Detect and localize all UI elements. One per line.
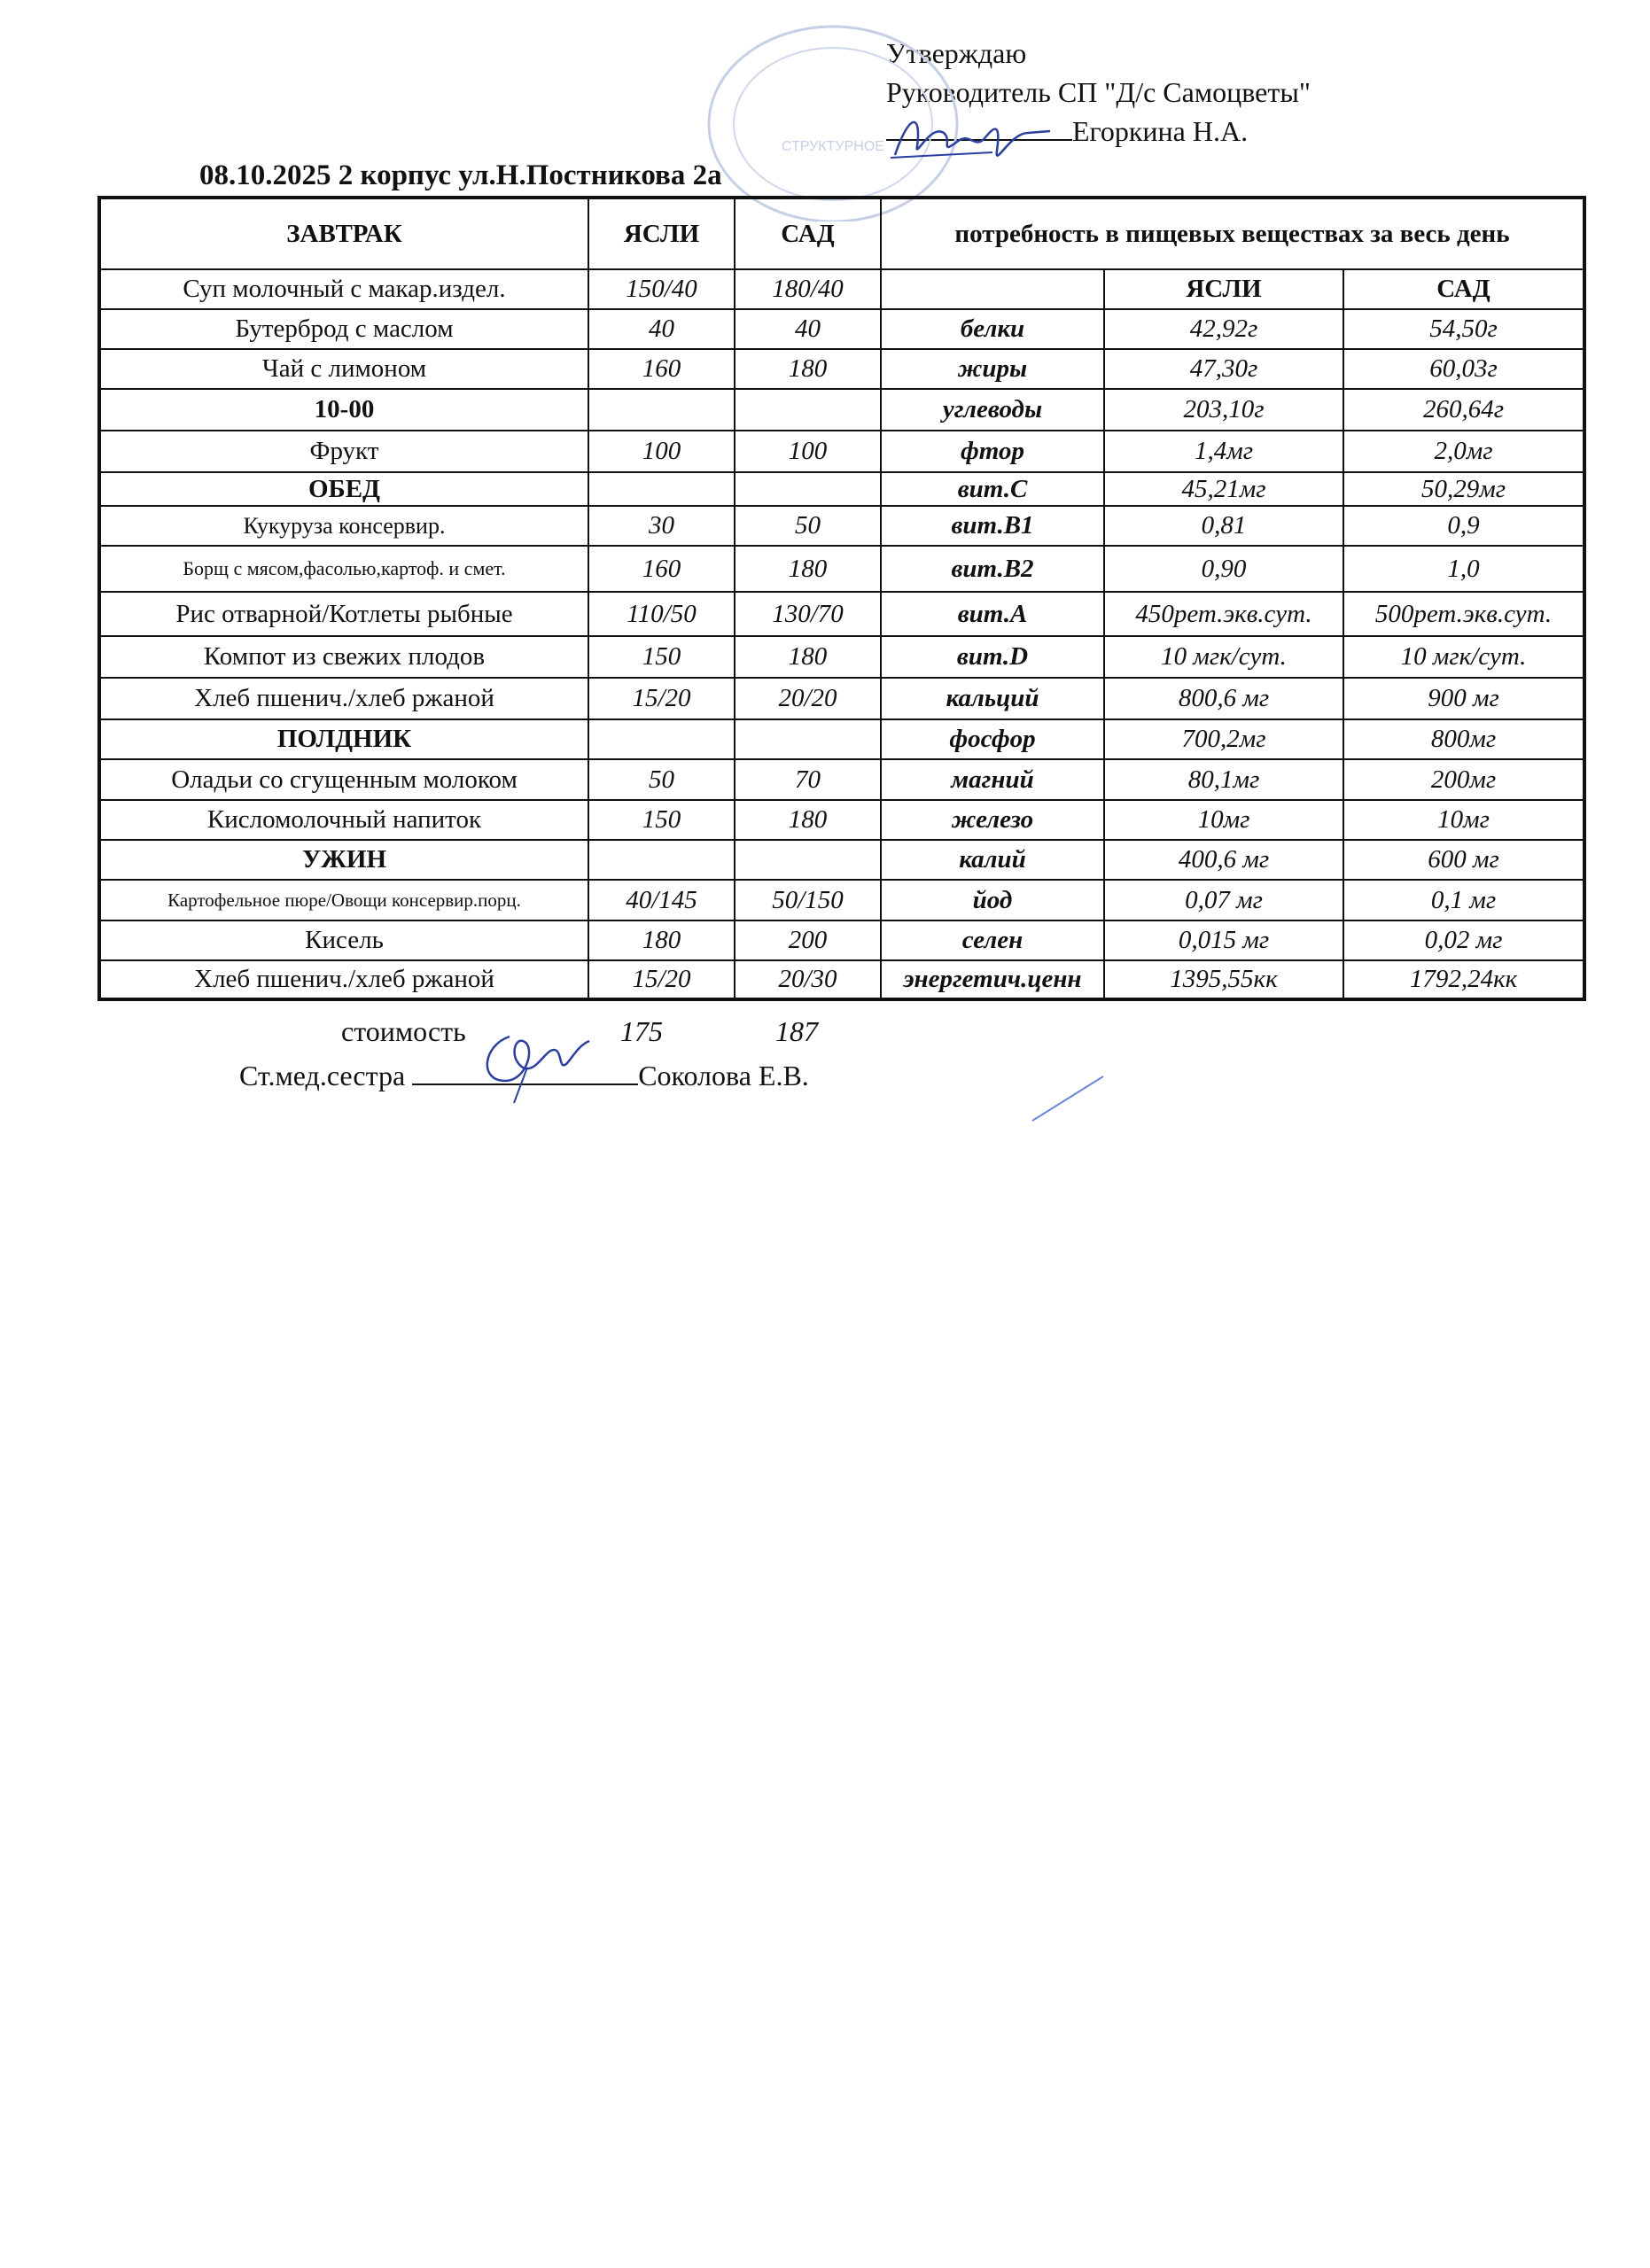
table-row (99, 506, 1584, 546)
nutrient-cell: вит.А (881, 592, 1104, 636)
header-needs: потребность в пищевых веществах за весь день (881, 198, 1584, 269)
needs-sad-value: 500рет.экв.сут. (1343, 592, 1584, 636)
director-signature (886, 106, 1055, 177)
nurse-signature (474, 1019, 607, 1107)
table-row (99, 840, 1584, 880)
dish-cell: Фрукт (99, 431, 588, 472)
needs-sad-value: 54,50г (1343, 309, 1584, 349)
needs-yasli-value: 203,10г (1104, 389, 1343, 431)
section-cell: 10-00 (99, 389, 588, 431)
needs-sad-header: САД (1343, 269, 1584, 309)
table-row (99, 546, 1584, 592)
yasli-portion: 160 (588, 349, 735, 389)
sad-portion: 40 (735, 309, 881, 349)
nutrient-cell: энергетич.ценн (881, 960, 1104, 999)
yasli-portion: 110/50 (588, 592, 735, 636)
header-yasli: ЯСЛИ (588, 198, 735, 269)
sad-portion: 100 (735, 431, 881, 472)
table-row (99, 800, 1584, 840)
nutrient-cell: вит.В2 (881, 546, 1104, 592)
needs-yasli-value: 1395,55кк (1104, 960, 1343, 999)
table-row (99, 349, 1584, 389)
dish-cell: Компот из свежих плодов (99, 636, 588, 678)
needs-yasli-value: 400,6 мг (1104, 840, 1343, 880)
sad-portion (735, 719, 881, 759)
needs-sad-value: 600 мг (1343, 840, 1584, 880)
table-row (99, 636, 1584, 678)
yasli-portion: 50 (588, 759, 735, 800)
table-row (99, 678, 1584, 719)
sad-portion: 180 (735, 349, 881, 389)
yasli-portion: 40 (588, 309, 735, 349)
table-row (99, 269, 1584, 309)
approval-name: Егоркина Н.А. (1072, 115, 1249, 147)
sad-portion: 180 (735, 636, 881, 678)
yasli-portion: 30 (588, 506, 735, 546)
needs-sad-value: 1792,24кк (1343, 960, 1584, 999)
yasli-portion: 150 (588, 636, 735, 678)
table-row (99, 880, 1584, 920)
section-cell: УЖИН (99, 840, 588, 880)
header-meal: ЗАВТРАК (99, 198, 588, 269)
sad-portion: 200 (735, 920, 881, 960)
sad-portion: 20/20 (735, 678, 881, 719)
needs-sad-value: 2,0мг (1343, 431, 1584, 472)
section-cell: ПОЛДНИК (99, 719, 588, 759)
nurse-label: Ст.мед.сестра (239, 1060, 406, 1091)
nutrient-cell (881, 269, 1104, 309)
nutrient-cell: вит.С (881, 472, 1104, 506)
yasli-portion: 150/40 (588, 269, 735, 309)
dish-cell: Кукуруза консервир. (99, 506, 588, 546)
table-header-row (99, 198, 1584, 269)
stamp-text: СТРУКТУРНОЕ (782, 139, 884, 154)
approval-word: Утверждаю (886, 37, 1027, 69)
nutrient-cell: фтор (881, 431, 1104, 472)
table-row (99, 309, 1584, 349)
table-row (99, 592, 1584, 636)
sad-portion: 70 (735, 759, 881, 800)
nutrient-cell: фосфор (881, 719, 1104, 759)
menu-table (97, 196, 1586, 1001)
dish-cell: Борщ с мясом,фасолью,картоф. и смет. (99, 546, 588, 592)
sad-portion: 180 (735, 546, 881, 592)
nutrient-cell: калий (881, 840, 1104, 880)
needs-yasli-value: 80,1мг (1104, 759, 1343, 800)
nutrient-cell: йод (881, 880, 1104, 920)
cost-label: стоимость (341, 1015, 466, 1047)
dish-cell: Рис отварной/Котлеты рыбные (99, 592, 588, 636)
table-row (99, 759, 1584, 800)
sad-portion (735, 389, 881, 431)
dish-cell: Оладьи со сгущенным молоком (99, 759, 588, 800)
table-row (99, 960, 1584, 999)
needs-yasli-value: 450рет.экв.сут. (1104, 592, 1343, 636)
yasli-portion: 100 (588, 431, 735, 472)
needs-yasli-value: 10 мгк/сут. (1104, 636, 1343, 678)
needs-sad-value: 0,9 (1343, 506, 1584, 546)
sad-portion: 180 (735, 800, 881, 840)
yasli-portion: 160 (588, 546, 735, 592)
header-sad: САД (735, 198, 881, 269)
yasli-portion: 15/20 (588, 678, 735, 719)
needs-yasli-value: 45,21мг (1104, 472, 1343, 506)
cost-yasli: 175 (620, 1015, 663, 1047)
dish-cell: Картофельное пюре/Овощи консервир.порц. (99, 880, 588, 920)
needs-sad-value: 0,1 мг (1343, 880, 1584, 920)
needs-yasli-value: 42,92г (1104, 309, 1343, 349)
needs-yasli-value: 0,015 мг (1104, 920, 1343, 960)
needs-sad-value: 1,0 (1343, 546, 1584, 592)
pen-stroke-mark (1028, 1072, 1108, 1125)
needs-sad-value: 800мг (1343, 719, 1584, 759)
table-row (99, 472, 1584, 506)
needs-sad-value: 50,29мг (1343, 472, 1584, 506)
nutrient-cell: белки (881, 309, 1104, 349)
needs-yasli-value: 800,6 мг (1104, 678, 1343, 719)
document-title: 08.10.2025 2 корпус ул.Н.Постникова 2а (199, 159, 722, 191)
yasli-portion: 150 (588, 800, 735, 840)
needs-yasli-value: 700,2мг (1104, 719, 1343, 759)
dish-cell: Кисель (99, 920, 588, 960)
needs-sad-value: 10 мгк/сут. (1343, 636, 1584, 678)
sad-portion (735, 472, 881, 506)
sad-portion: 50/150 (735, 880, 881, 920)
sad-portion: 180/40 (735, 269, 881, 309)
dish-cell: Суп молочный с макар.издел. (99, 269, 588, 309)
sad-portion (735, 840, 881, 880)
table-row (99, 389, 1584, 431)
dish-cell: Хлеб пшенич./хлеб ржаной (99, 678, 588, 719)
sad-portion: 20/30 (735, 960, 881, 999)
yasli-portion (588, 719, 735, 759)
dish-cell: Кисломолочный напиток (99, 800, 588, 840)
needs-yasli-value: 1,4мг (1104, 431, 1343, 472)
approval-position: Руководитель СП "Д/с Самоцветы" (886, 76, 1311, 108)
needs-sad-value: 0,02 мг (1343, 920, 1584, 960)
needs-yasli-value: 47,30г (1104, 349, 1343, 389)
table-row (99, 920, 1584, 960)
sad-portion: 50 (735, 506, 881, 546)
nutrient-cell: магний (881, 759, 1104, 800)
yasli-portion: 40/145 (588, 880, 735, 920)
needs-sad-value: 900 мг (1343, 678, 1584, 719)
needs-yasli-value: 0,81 (1104, 506, 1343, 546)
needs-yasli-value: 0,90 (1104, 546, 1343, 592)
needs-yasli-value: 0,07 мг (1104, 880, 1343, 920)
yasli-portion (588, 472, 735, 506)
nutrient-cell: кальций (881, 678, 1104, 719)
needs-sad-value: 10мг (1343, 800, 1584, 840)
nutrient-cell: селен (881, 920, 1104, 960)
needs-sad-value: 200мг (1343, 759, 1584, 800)
cost-sad: 187 (775, 1015, 818, 1047)
nutrient-cell: железо (881, 800, 1104, 840)
sad-portion: 130/70 (735, 592, 881, 636)
dish-cell: Чай с лимоном (99, 349, 588, 389)
needs-yasli-header: ЯСЛИ (1104, 269, 1343, 309)
needs-sad-value: 260,64г (1343, 389, 1584, 431)
nutrient-cell: жиры (881, 349, 1104, 389)
nutrient-cell: вит.D (881, 636, 1104, 678)
yasli-portion (588, 840, 735, 880)
table-row (99, 719, 1584, 759)
yasli-portion (588, 389, 735, 431)
dish-cell: Хлеб пшенич./хлеб ржаной (99, 960, 588, 999)
needs-sad-value: 60,03г (1343, 349, 1584, 389)
nutrient-cell: углеводы (881, 389, 1104, 431)
needs-yasli-value: 10мг (1104, 800, 1343, 840)
nurse-name: Соколова Е.В. (638, 1060, 809, 1091)
yasli-portion: 180 (588, 920, 735, 960)
yasli-portion: 15/20 (588, 960, 735, 999)
nutrient-cell: вит.В1 (881, 506, 1104, 546)
dish-cell: Бутерброд с маслом (99, 309, 588, 349)
table-row (99, 431, 1584, 472)
section-cell: ОБЕД (99, 472, 588, 506)
